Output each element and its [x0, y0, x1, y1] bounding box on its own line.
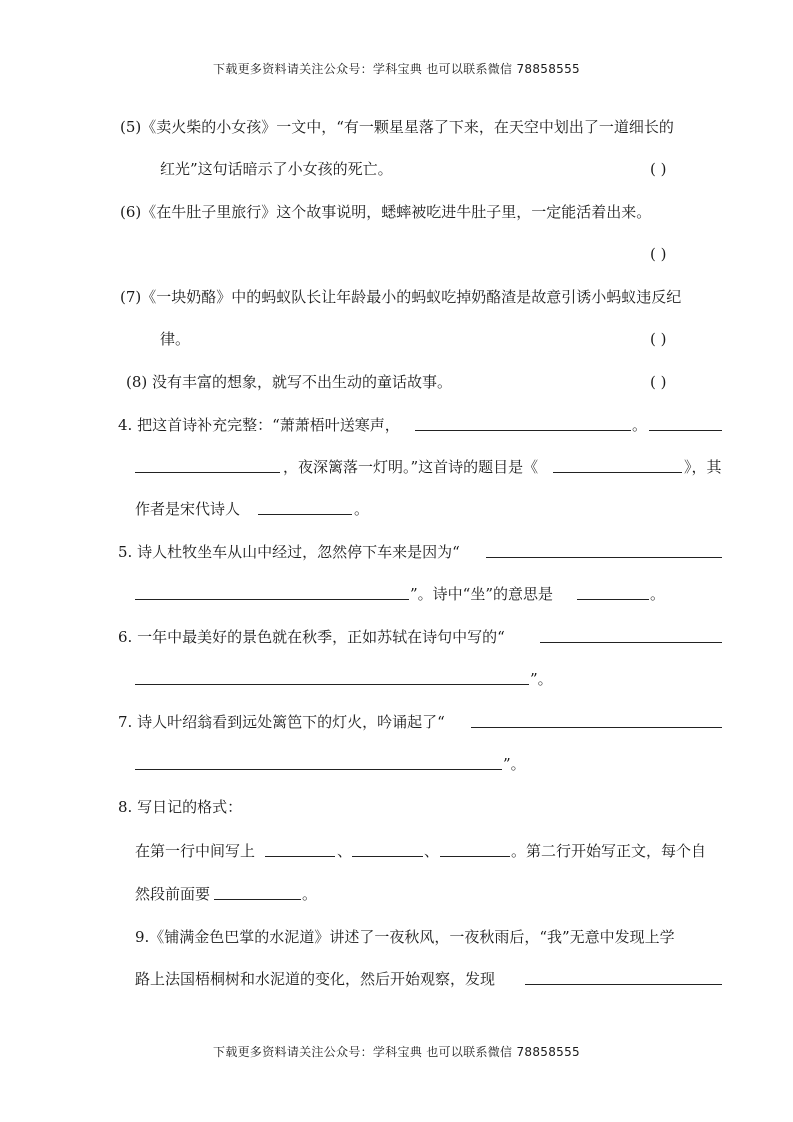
s4-text-a: 4. 把这首诗补充完整：“萧萧梧叶送寒声， [118, 416, 400, 434]
s8-blank-1[interactable] [265, 856, 335, 857]
s4-poet-blank[interactable] [258, 514, 352, 515]
s4-blank-1[interactable] [415, 430, 631, 431]
q5-answer-paren[interactable]: ( ) [650, 160, 667, 178]
s8-blank-3[interactable] [440, 856, 510, 857]
s5-text-a: 5. 诗人杜牧坐车从山中经过，忽然停下车来是因为“ [118, 543, 460, 561]
s8-text-a: 8. 写日记的格式： [118, 798, 243, 816]
s8-sep-2: 、 [424, 842, 440, 860]
s5-blank-1[interactable] [486, 557, 722, 558]
s4-text-f: 。 [354, 500, 370, 518]
s4-title-blank[interactable] [553, 472, 682, 473]
s8-text-e: 。 [302, 885, 318, 903]
s4-text-c: ，夜深篱落一灯明。”这首诗的题目是《 [283, 458, 539, 476]
s5-meaning-blank[interactable] [577, 599, 649, 600]
s4-blank-3[interactable] [135, 472, 280, 473]
q5-line2: 红光”这句话暗示了小女孩的死亡。 [160, 160, 393, 178]
s4-text-e: 作者是宋代诗人 [135, 500, 241, 518]
s9-blank-1[interactable] [525, 984, 722, 985]
s8-sep-1: 、 [337, 842, 353, 860]
s9-text-b: 路上法国梧桐树和水泥道的变化，然后开始观察，发现 [135, 970, 496, 988]
page-footer: 下载更多资料请关注公众号：学科宝典 也可以联系微信 78858555 [213, 1045, 580, 1059]
s8-text-c: 。第二行开始写正文，每个自 [511, 842, 707, 860]
s8-text-b: 在第一行中间写上 [135, 842, 256, 860]
s7-blank-2[interactable] [135, 769, 502, 770]
s7-blank-1[interactable] [471, 727, 722, 728]
s6-blank-2[interactable] [135, 684, 529, 685]
s7-text-b: ”。 [503, 755, 526, 773]
s8-blank-2[interactable] [352, 856, 423, 857]
s4-text-b: 。 [632, 416, 648, 434]
s5-blank-2[interactable] [135, 599, 409, 600]
q6-answer-paren[interactable]: ( ) [650, 245, 667, 263]
s8-text-d: 然段前面要 [135, 885, 211, 903]
q8-line1: (8) 没有丰富的想象，就写不出生动的童话故事。 [126, 373, 453, 391]
s6-text-a: 6. 一年中最美好的景色就在秋季，正如苏轼在诗句中写的“ [118, 628, 505, 646]
q5-line1: (5)《卖火柴的小女孩》一文中，“有一颗星星落了下来，在天空中划出了一道细长的 [120, 118, 674, 136]
s4-blank-2[interactable] [649, 430, 722, 431]
s9-text-a: 9.《铺满金色巴掌的水泥道》讲述了一夜秋风，一夜秋雨后，“我”无意中发现上学 [135, 928, 675, 946]
q7-line2: 律。 [160, 330, 191, 348]
q8-answer-paren[interactable]: ( ) [650, 373, 667, 391]
s5-text-c: 。 [650, 585, 666, 603]
s6-text-b: ”。 [530, 670, 553, 688]
s7-text-a: 7. 诗人叶绍翁看到远处篱笆下的灯火，吟诵起了“ [118, 713, 445, 731]
s6-blank-1[interactable] [540, 642, 722, 643]
s5-text-b: ”。诗中“坐”的意思是 [410, 585, 554, 603]
s4-text-d: 》，其 [684, 458, 722, 476]
page-header: 下载更多资料请关注公众号：学科宝典 也可以联系微信 78858555 [213, 62, 580, 76]
q6-line1: (6)《在牛肚子里旅行》这个故事说明，蟋蟀被吃进牛肚子里，一定能活着出来。 [120, 203, 652, 221]
q7-answer-paren[interactable]: ( ) [650, 330, 667, 348]
s8-blank-4[interactable] [214, 899, 301, 900]
q7-line1: (7)《一块奶酪》中的蚂蚁队长让年龄最小的蚂蚁吃掉奶酪渣是故意引诱小蚂蚁违反纪 [120, 288, 682, 306]
